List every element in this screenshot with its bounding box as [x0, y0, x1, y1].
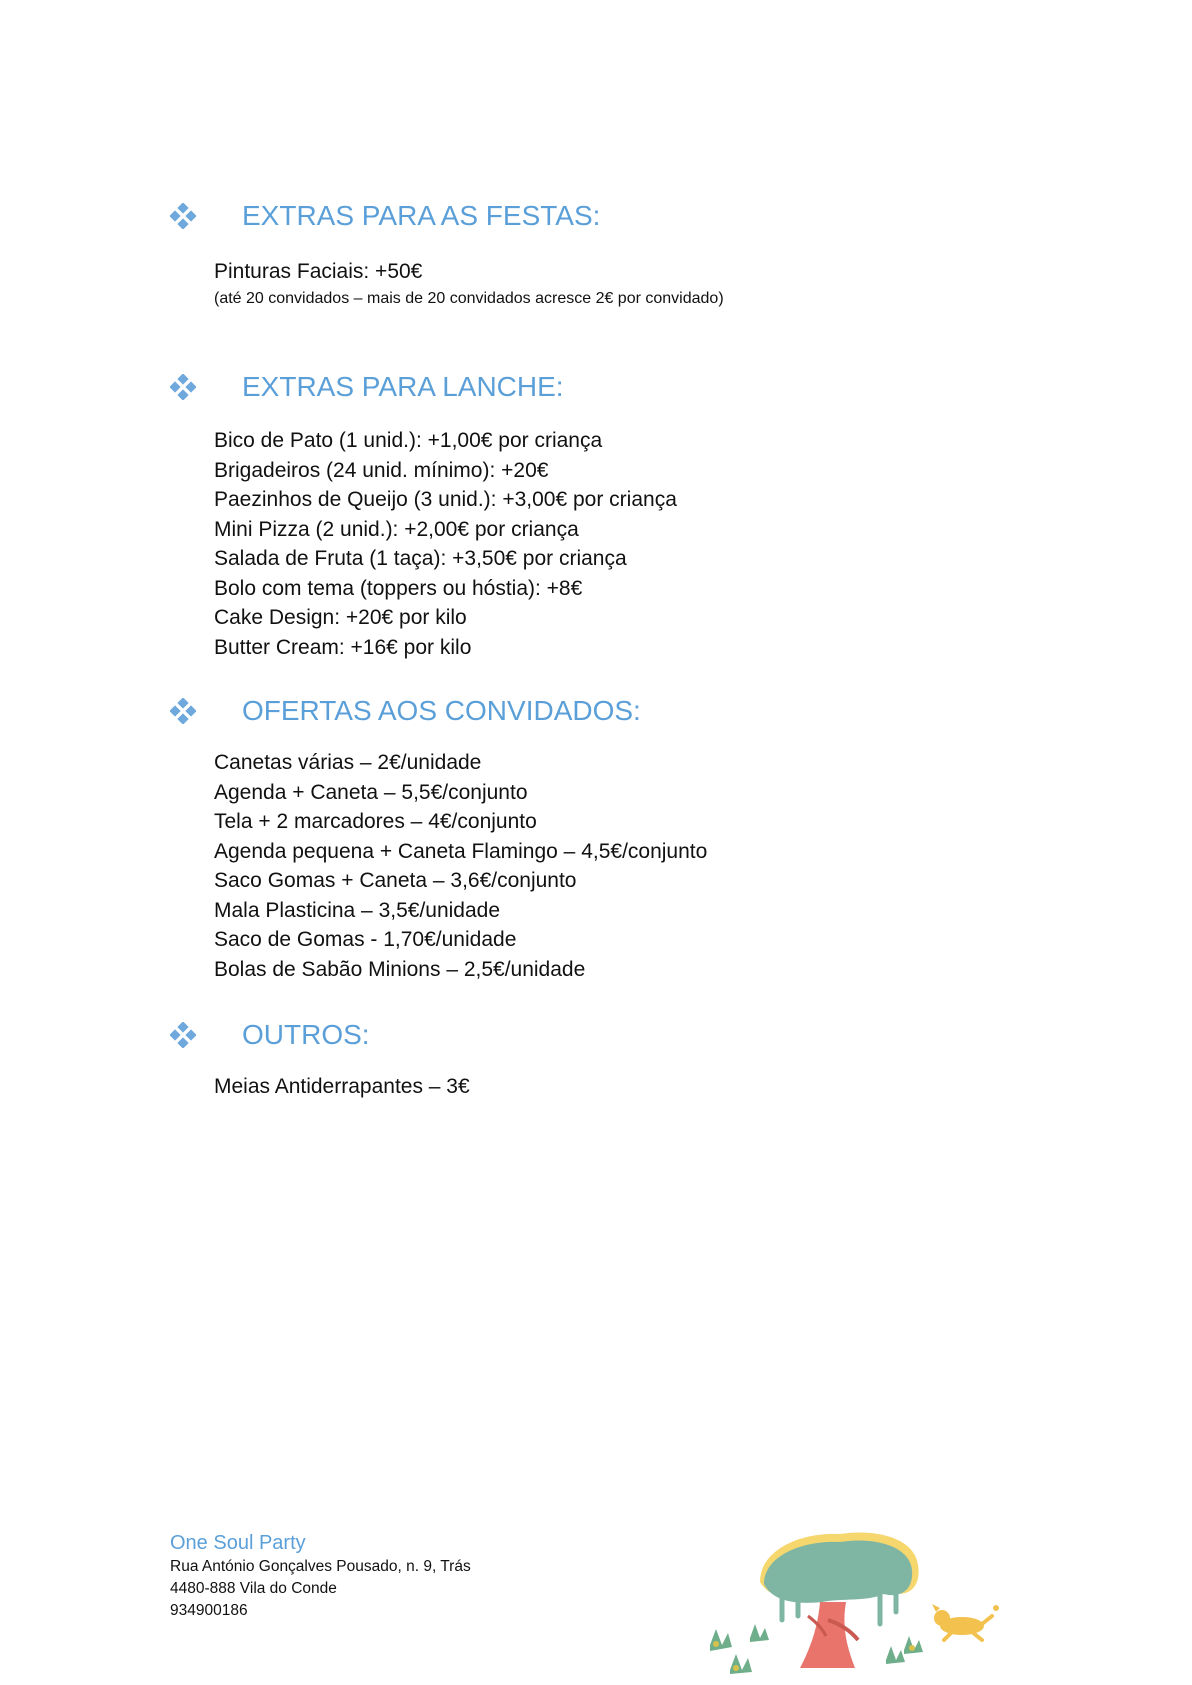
company-name: One Soul Party [170, 1532, 306, 1554]
section-header [170, 370, 677, 410]
diamond-bullet-icon [170, 203, 196, 229]
item-list [214, 1072, 470, 1102]
item-list [214, 748, 707, 984]
section-header [170, 694, 707, 734]
list-item: Saco de Gomas - 1,70€/unidade [214, 928, 517, 951]
section-title: OFERTAS AOS CONVIDADOS: [242, 695, 641, 726]
list-item: Pinturas Faciais: +50€ [214, 260, 423, 283]
section-header [170, 1018, 470, 1058]
list-item: Canetas várias – 2€/unidade [214, 751, 482, 774]
section-extras-festas [170, 199, 724, 310]
list-item: Tela + 2 marcadores – 4€/conjunto [214, 810, 537, 833]
list-item: Bolo com tema (toppers ou hóstia): +8€ [214, 576, 583, 600]
list-item: Cake Design: +20€ por kilo [214, 606, 467, 629]
list-item: Paezinhos de Queijo (3 unid.): +3,00€ por criança [214, 488, 677, 511]
list-item: Butter Cream: +16€ por kilo [214, 635, 472, 659]
list-item: Saco Gomas + Caneta – 3,6€/conjunto [214, 869, 577, 892]
list-item: Agenda + Caneta – 5,5€/conjunto [214, 780, 528, 804]
tree-logo-icon [690, 1520, 1010, 1680]
address-line-2: 4480-888 Vila do Conde [170, 1580, 337, 1597]
list-item: Bolas de Sabão Minions – 2,5€/unidade [214, 957, 586, 981]
footer-contact [170, 1530, 471, 1622]
list-item: Brigadeiros (24 unid. mínimo): +20€ [214, 458, 549, 482]
section-header [170, 199, 724, 239]
section-outros [170, 1018, 470, 1102]
list-item: Agenda pequena + Caneta Flamingo – 4,5€/conjunto [214, 839, 708, 863]
diamond-bullet-icon [170, 1022, 196, 1048]
list-item: Salada de Fruta (1 taça): +3,50€ por criança [214, 547, 627, 570]
list-item: Mini Pizza (2 unid.): +2,00€ por criança [214, 517, 579, 541]
phone-number: 934900186 [170, 1602, 248, 1619]
section-title: EXTRAS PARA LANCHE: [242, 371, 564, 402]
list-item: Bico de Pato (1 unid.): +1,00€ por criança [214, 429, 603, 452]
list-note: (até 20 convidados – mais de 20 convidados acresce 2€ por convidado) [214, 289, 724, 307]
section-title: EXTRAS PARA AS FESTAS: [242, 200, 601, 231]
list-item: Meias Antiderrapantes – 3€ [214, 1075, 470, 1098]
section-extras-lanche [170, 370, 677, 662]
item-list [214, 426, 677, 662]
address-line-1: Rua António Gonçalves Pousado, n. 9, Trás [170, 1558, 471, 1575]
section-ofertas-convidados [170, 694, 707, 984]
diamond-bullet-icon [170, 374, 196, 400]
item-list [214, 257, 724, 310]
diamond-bullet-icon [170, 698, 196, 724]
section-title: OUTROS: [242, 1019, 370, 1050]
list-item: Mala Plasticina – 3,5€/unidade [214, 898, 501, 922]
